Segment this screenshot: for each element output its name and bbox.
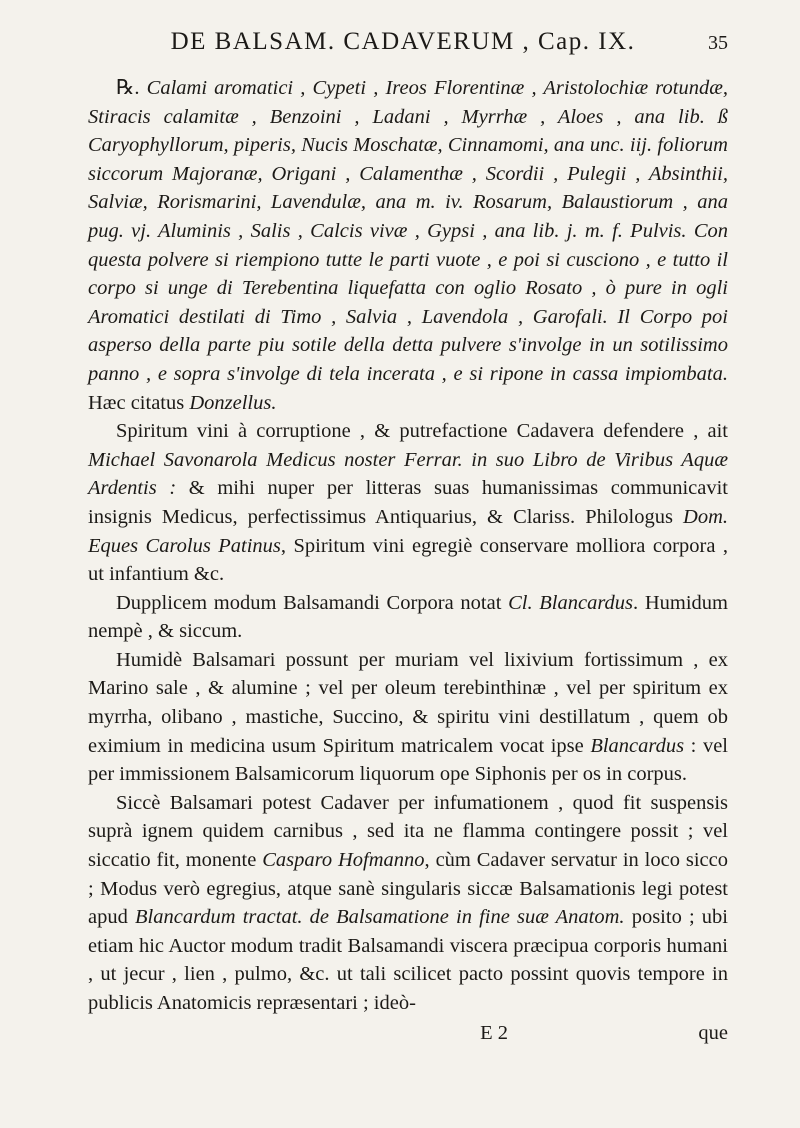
text-segment: : vel per immissionem Balsamicorum liquorum ope Siphonis per os in corpus. bbox=[88, 734, 728, 786]
paragraph bbox=[88, 789, 728, 1018]
italic-text-segment: Calami aromatici , Cypeti , Ireos Florentinæ , Aristolochiæ rotundæ, Stiracis calamitæ , Benzoini , Ladani , Myrrhæ , Aloes , ana lib. ß Caryophyllorum, piperis, Nucis Moschatæ, Cinnamomi, ana unc. iij. foliorum siccorum Majoranæ, Origani , Calamenthæ , Scordii , Pulegii , Absinthii, Salviæ, Rorismarini, Lavendulæ, ana m. iv. Rosarum, Balaustiorum , ana pug. vj. Aluminis , Salis , Calcis vivæ , Gypsi , ana lib. j. m. f. Pulvis. Con questa polvere si riempiono tutte le parti vuote , e poi si cusciono , e tutto il corpo si unge di Terebentina liquefatta con oglio Rosato , ò pure in ogli Aromatici destilati di Timo , Salvia , Lavendola , Garofali. Il Corpo poi asperso della parte piu sotile della detta pulvere s'involge in un sotilissimo panno , e sopra s'involge di tela incerata , e si ripone in cassa impiombata. bbox=[88, 77, 728, 385]
text-segment: . Humidum nempè , & siccum. bbox=[88, 591, 728, 643]
text-segment: & mihi nuper per litteras suas humanissimas communicavit insignis Medicus, perfectissimus Antiquarius, & Clariss. Philologus bbox=[88, 477, 728, 528]
text-segment: posito ; ubi etiam hic Auctor modum tradit Balsamandi viscera præcipua corporis humani , ut jecur , lien , pulmo, &c. ut tali scilicet pacto possint quovis tempore in publicis Anatomicis repræsentari ; ideò- bbox=[88, 906, 728, 1014]
italic-text-segment: Dom. Eques Carolus Patinus bbox=[88, 505, 728, 557]
signature-line bbox=[88, 1020, 728, 1046]
paragraph bbox=[88, 589, 728, 646]
paragraph bbox=[88, 74, 728, 417]
page-number: 35 bbox=[708, 32, 728, 54]
italic-text-segment: Blancardum tractat. de Balsamatione in fine suæ Anatom. bbox=[135, 906, 625, 929]
text-segment: Dupplicem modum Balsamandi Corpora notat bbox=[116, 591, 509, 614]
italic-text-segment: Cl. Blancardus bbox=[508, 591, 634, 614]
text-segment: Siccè Balsamari potest Cadaver per infumationem , quod fit suspensis suprà ignem quidem carnibus , sed ita ne flamma contingere possit ; vel siccatio fit, monente bbox=[88, 791, 728, 872]
paragraph bbox=[88, 646, 728, 789]
catchword: que bbox=[698, 1021, 728, 1044]
body-text bbox=[88, 74, 728, 1018]
italic-text-segment: Michael Savonarola Medicus noster Ferrar. in suo Libro de Viribus Aquæ Ardentis : bbox=[88, 448, 728, 500]
text-segment: , cùm Cadaver servatur in loco sicco ; Modus verò egregius, atque sanè singularis siccæ Balsamationis legi potest apud bbox=[88, 849, 728, 929]
text-segment: Humidè Balsamari possunt per muriam vel lixivium fortissimum , ex Marino sale , & alumine ; vel per oleum terebinthinæ , vel per spiritum ex myrrha, olibano , mastiche, Succino, & spiritu vini destillatum , quem ob eximium in medicina usum Spiritum matricalem vocat ipse bbox=[88, 648, 728, 757]
text-segment: Hæc citatus bbox=[88, 391, 190, 414]
signature-mark: E 2 bbox=[480, 1021, 508, 1044]
running-head bbox=[88, 28, 728, 68]
running-title: DE BALSAM. CADAVERUM , Cap. IX. bbox=[170, 28, 636, 55]
text-segment: , Spiritum vini egregiè conservare molliora corpora , ut infantium &c. bbox=[88, 534, 728, 586]
paragraph bbox=[88, 417, 728, 589]
text-segment: ℞. bbox=[116, 77, 147, 99]
italic-text-segment: Blancardus bbox=[590, 734, 685, 757]
text-segment: Spiritum vini à corruptione , & putrefactione Cadavera defendere , ait bbox=[116, 420, 728, 443]
italic-text-segment: Casparo Hofmanno bbox=[262, 849, 425, 872]
italic-text-segment: Donzellus. bbox=[189, 391, 277, 414]
